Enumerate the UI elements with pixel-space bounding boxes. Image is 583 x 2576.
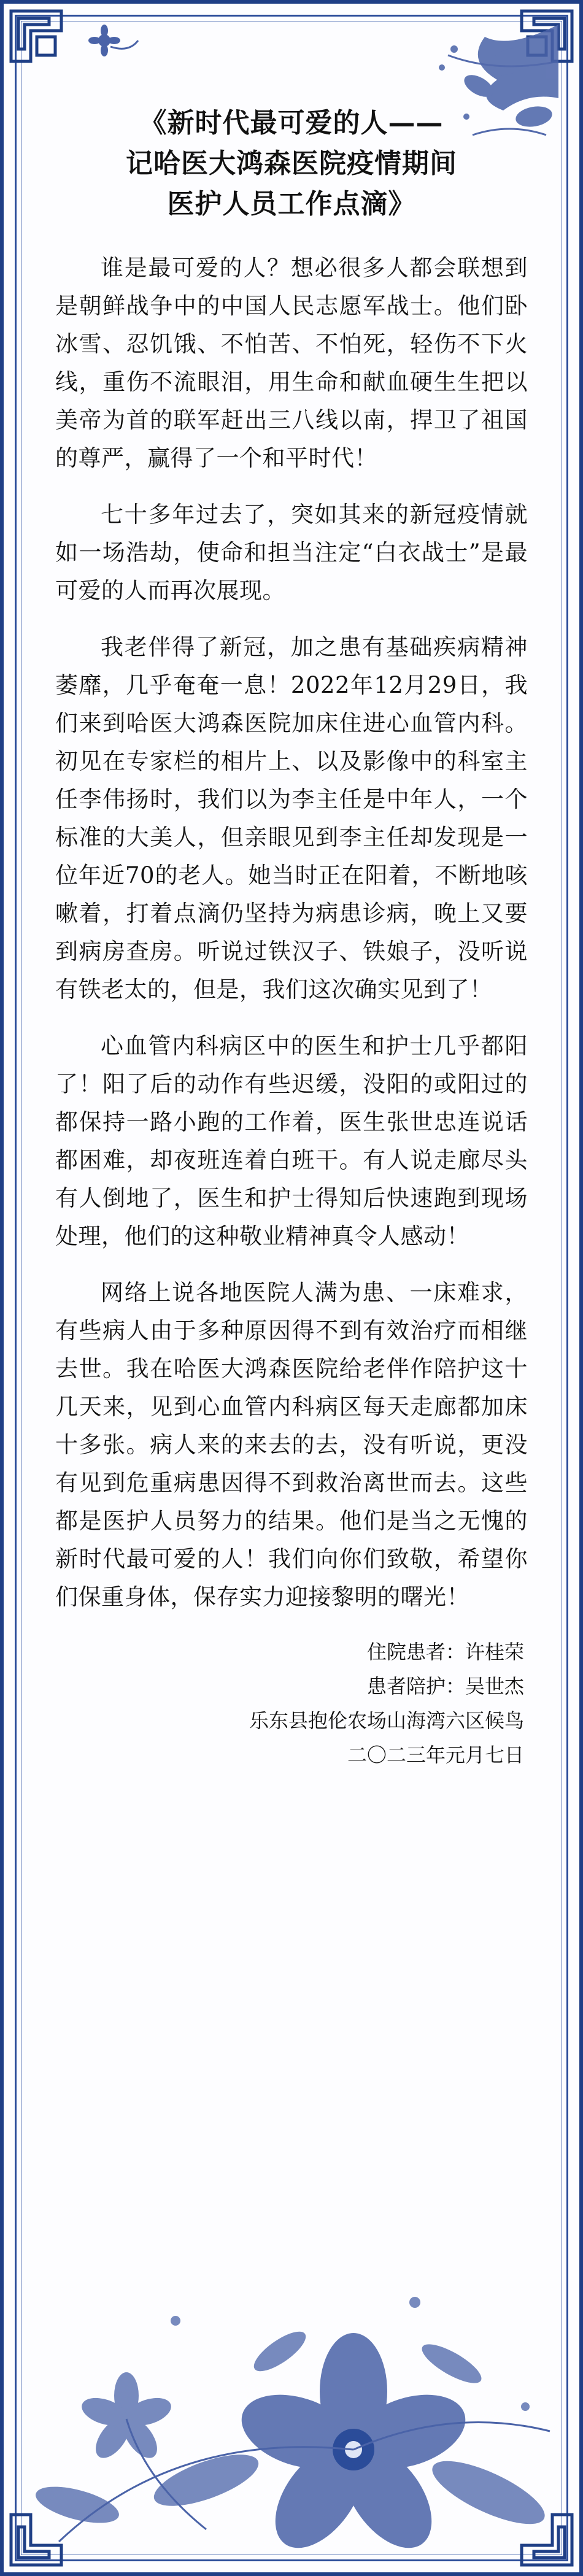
corner-ornament-top-left [6, 6, 80, 80]
article [55, 103, 528, 1772]
title-line: 医护人员工作点滴》 [167, 188, 416, 220]
paragraph: 谁是最可爱的人？想必很多人都会联想到是朝鲜战争中的中国人民志愿军战士。他们卧冰雪、忍饥饿、不怕苦、不怕死，轻伤不下火线，重伤不流眼泪，用生命和献血硬生生把以美帝为首的联军赶出三八线以南，捍卫了祖国的尊严，赢得了一个和平时代！ [55, 255, 528, 471]
signature-date: 二〇二三年元月七日 [347, 1743, 524, 1767]
paragraph: 网络上说各地医院人满为患、一床难求，有些病人由于多种原因得不到有效治疗而相继去世。我在哈医大鸿森医院给老伴作陪护这十几天来，见到心血管内科病区每天走廊都加床十多张。病人来的来去的去，没有听说，更没有见到危重病患因得不到救治离世而去。这些都是医护人员努力的结果。他们是当之无愧的新时代最可爱的人！我们向你们致敬，希望你们保重身体，保存实力迎接黎明的曙光！ [55, 1279, 528, 1610]
signature-block [55, 1635, 528, 1772]
paragraph: 七十多年过去了，突如其来的新冠疫情就如一场浩劫，使命和担当注定“白衣战士”是最可爱的人而再次展现。 [55, 501, 528, 604]
paragraph: 心血管内科病区中的医生和护士几乎都阳了！阳了后的动作有些迟缓，没阳的或阳过的都保持一路小跑的工作着，医生张世忠连说话都困难，却夜班连着白班干。有人说走廊尽头有人倒地了，医生和护士得知后快速跑到现场处理，他们的这种敬业精神真令人感动！ [55, 1033, 528, 1249]
article-title [55, 103, 528, 225]
bottom-floral-ornament [22, 2247, 561, 2554]
signature-companion: 患者陪护：吴世杰 [366, 1675, 524, 1698]
signature-patient: 住院患者：许桂荣 [366, 1640, 524, 1664]
signature-address: 乐东县抱伦农场山海湾六区候鸟 [249, 1709, 524, 1732]
title-line: 《新时代最可爱的人—— [139, 107, 444, 139]
title-line: 记哈医大鸿森医院疫情期间 [126, 148, 457, 179]
small-flower-ornament [86, 22, 141, 59]
paragraph: 我老伴得了新冠，加之患有基础疾病精神萎靡，几乎奄奄一息！2022年12月29日，我们来到哈医大鸿森医院加床住进心血管内科。初见在专家栏的相片上、以及影像中的科室主任李伟扬时，我们以为李主任是中年人，一个标准的大美人，但亲眼见到李主任却发现是一位年近70的老人。她当时正在阳着，不断地咳嗽着，打着点滴仍坚持为病患诊病，晚上又要到病房查房。听说过铁汉子、铁娘子，没听说有铁老太的，但是，我们这次确实见到了！ [55, 634, 528, 1003]
